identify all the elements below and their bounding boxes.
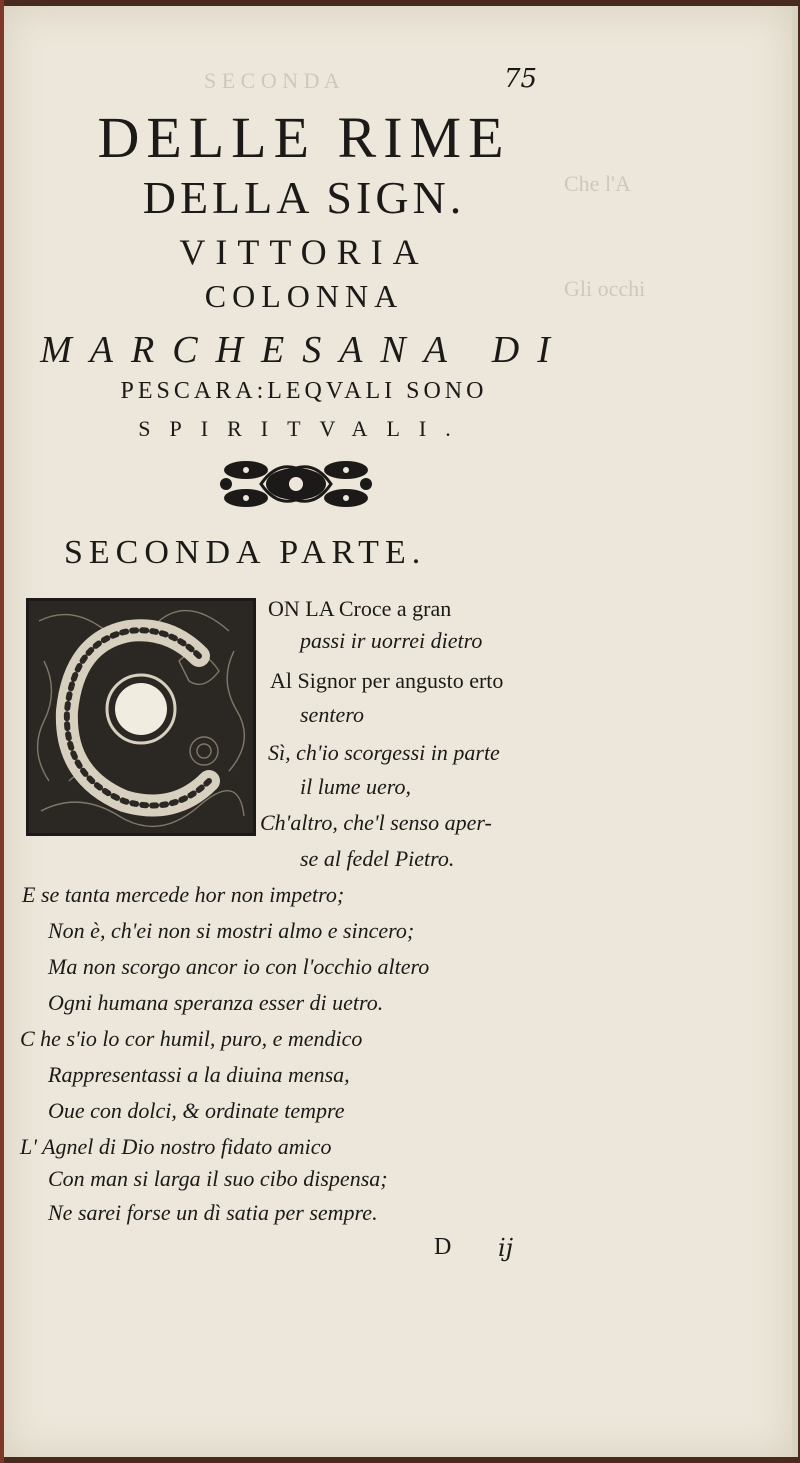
decorated-initial (26, 598, 256, 836)
verse-line: se al fedel Pietro. (300, 846, 455, 871)
verse-line: Sì, ch'io scorgessi in parte (268, 740, 500, 765)
title-line-6: PESCARA:LEQVALI SONO (120, 378, 488, 404)
verse-line: L' Agnel di Dio nostro fidato amico (20, 1134, 332, 1159)
verse-line: passi ir uorrei dietro (300, 628, 483, 653)
title-line-2: DELLA SIGN. (142, 172, 466, 223)
verse-line: sentero (300, 702, 364, 727)
verse-line: ON LA Croce a gran (268, 596, 452, 621)
decorated-initial-letter-c-icon (29, 601, 253, 833)
title-line-3: VITTORIA (179, 232, 429, 272)
section-heading: SECONDA PARTE. (64, 534, 427, 571)
title-line-7: SPIRITVALI. (138, 416, 470, 441)
fleuron-ornament-icon (216, 454, 376, 516)
verse-line: il lume uero, (300, 774, 411, 799)
title-line-5: MARCHESANA DI (40, 329, 568, 371)
signature-mark: D (434, 1234, 452, 1260)
book-page (4, 6, 798, 1457)
title-line-4: COLONNA (204, 278, 404, 314)
verse-line: Ne sarei forse un dì satia per sempre. (48, 1200, 378, 1225)
verse-line: Con man si larga il suo cibo dispensa; (48, 1166, 388, 1191)
verse-line: Oue con dolci, & ordinate tempre (48, 1098, 345, 1123)
verse-line: Rappresentassi a la diuina mensa, (48, 1062, 350, 1087)
verse-line: Al Signor per angusto erto (270, 668, 504, 693)
verse-line: Ma non scorgo ancor io con l'occhio altero (48, 954, 430, 979)
show-through-text: S E C O N D A (204, 68, 340, 93)
verse-line: C he s'io lo cor humil, puro, e mendico (20, 1026, 363, 1051)
verse-line: Ogni humana speranza esser di uetro. (48, 990, 384, 1015)
show-through-text: Gli occhi (564, 276, 646, 301)
page-number: 75 (504, 64, 538, 94)
verse-line: E se tanta mercede hor non impetro; (22, 882, 345, 907)
show-through-text: Che l'A (564, 171, 631, 196)
verse-line: Non è, ch'ei non si mostri almo e sincero; (48, 918, 415, 943)
verse-line: Ch'altro, che'l senso aper- (260, 810, 492, 835)
signature-number: ij (498, 1234, 514, 1262)
title-line-1: DELLE RIME (97, 105, 511, 170)
